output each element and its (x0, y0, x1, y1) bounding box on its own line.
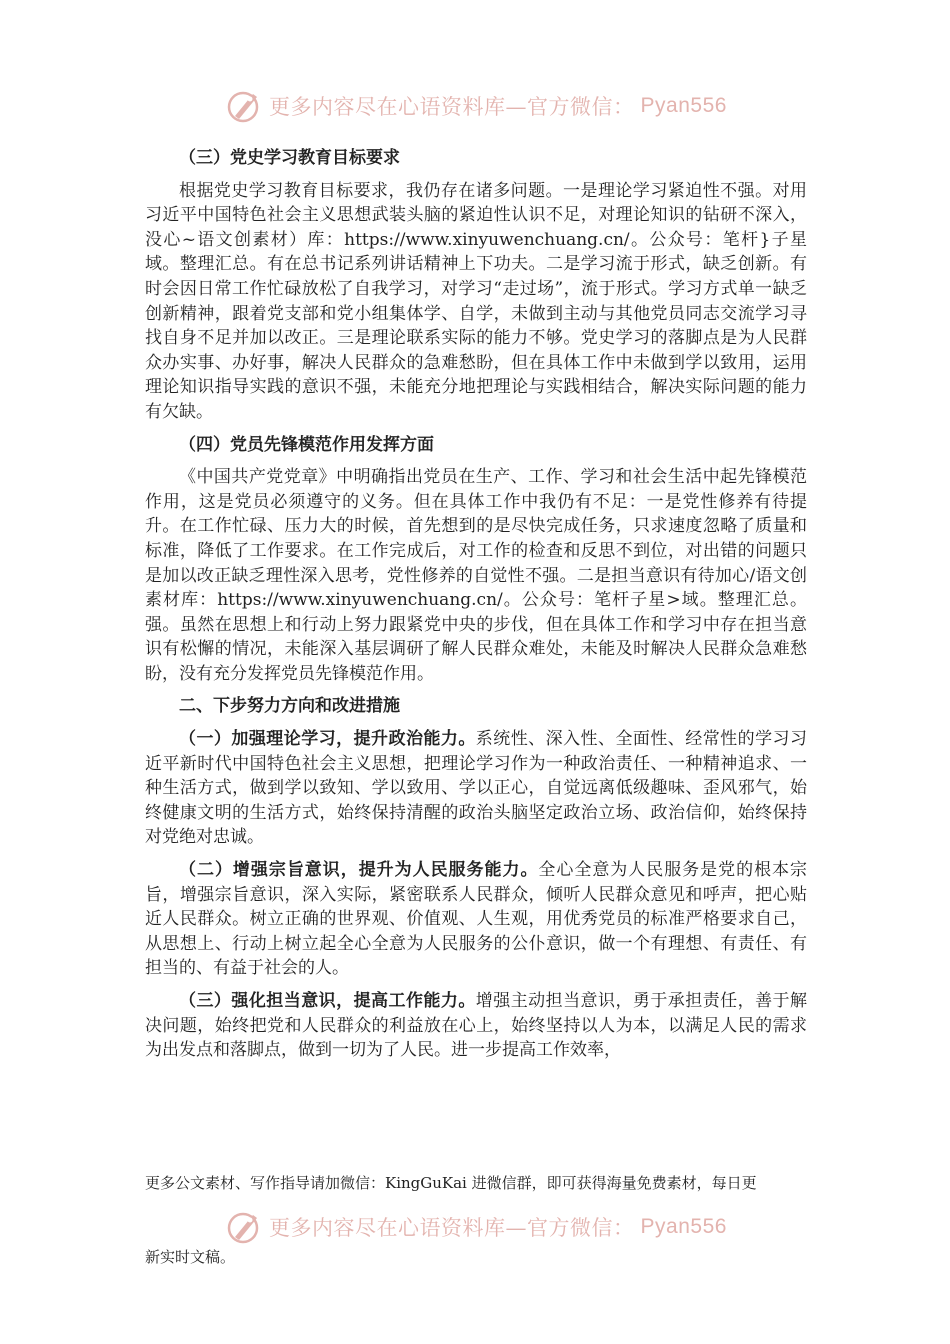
measure-paragraph-2 (145, 858, 807, 981)
measure-lead-1: （一）加强理论学习，提升政治能力。 (179, 729, 476, 750)
pen-logo-icon (223, 86, 263, 126)
footer-line-1: 更多公文素材、写作指导请加微信：KingGuKai 进微信群，即可获得海量免费素材，每日更 (145, 1174, 757, 1192)
measure-body-1: 系统性、深入性、全面性、经常性的学习习近平新时代中国特色社会主义思想，把理论学习作为一种政治责任、一种精神追求、一种生活方式，做到学以致知、学以致用、学以正心，自觉远离低级趣味、歪风邪气，始终健康文明的生活方式，始终保持清醒的政治头脑坚定政治立场、政治信仰，始终保持对党绝对忠诚。 (145, 729, 808, 848)
measure-paragraph-3 (145, 989, 807, 1063)
watermark-text: 更多内容尽在心语资料库—官方微信： (269, 1216, 635, 1240)
measure-body-3: 增强主动担当意识，勇于承担责任，善于解决问题，始终把党和人民群众的利益放在心上，始终坚持以人为本，以满足人民的需求为出发点和落脚点，做到一切为了人民。进一步提高工作效率， (145, 991, 808, 1061)
footer-line-2: 新实时文稿。 (145, 1248, 236, 1266)
measure-body-2: 全心全意为人民服务是党的根本宗旨，增强宗旨意识，深入实际，紧密联系人民群众，倾听人民群众意见和呼声，把心贴近人民群众。树立正确的世界观、价值观、人生观，用优秀党员的标准严格要求自己，从思想上、行动上树立起全心全意为人民服务的公仆意识，做一个有理想、有责任、有担当的、有益于社会的人。 (145, 860, 808, 979)
section-paragraph-4: 《中国共产党党章》中明确指出党员在生产、工作、学习和社会生活中起先锋模范作用，这是党员必须遵守的义务。但在具体工作中我仍有不足：一是党性修养有待提升。在工作忙碌、压力大的时候，首先想到的是尽快完成任务，只求速度忽略了质量和标准，降低了工作要求。在工作完成后，对工作的检查和反思不到位，对出错的问题只是加以改正缺乏理性深入思考，党性修养的自觉性不强。二是担当意识有待加心/语文创素材库：https://www.xinyuwenchuang.cn/。公众号：笔杆子星>域。整理汇总。强。虽然在思想上和行动上努力跟紧党中央的步伐，但在具体工作和学习中存在担当意识有松懈的情况，未能深入基层调研了解人民群众难处，未能及时解决人民群众急难愁盼，没有充分发挥党员先锋模范作用。 (145, 467, 807, 684)
watermark-text: 更多内容尽在心语资料库—官方微信： (269, 95, 635, 119)
measure-lead-3: （三）强化担当意识，提高工作能力。 (179, 991, 476, 1011)
part-heading-2: 二、下步努力方向和改进措施 (179, 696, 400, 717)
section-heading-3: （三）党史学习教育目标要求 (179, 148, 400, 168)
bottom-watermark (0, 1207, 950, 1247)
watermark-wechat-id: Pyan556 (640, 94, 727, 117)
measure-lead-2: （二）增强宗旨意识，提升为人民服务能力。 (179, 860, 539, 881)
measure-paragraph-1 (145, 727, 807, 850)
section-paragraph-3: 根据党史学习教育目标要求，我仍存在诸多问题。一是理论学习紧迫性不强。对用习近平中国特色社会主义思想武装头脑的紧迫性认识不足，对理论知识的钻研不深入，没心~语文创素材）库：https://www.xinyuwenchuang.cn/。公众号：笔杆}子星域。整理汇总。有在总书记系列讲话精神上下功夫。二是学习流于形式，缺乏创新。有时会因日常工作忙碌放松了自我学习，对学习“走过场”，流于形式。学习方式单一缺乏创新精神，跟着党支部和党小组集体学、自学，未做到主动与其他党员同志交流学习寻找自身不足并加以改正。三是理论联系实际的能力不够。党史学习的落脚点是为人民群众办实事、办好事，解决人民群众的急难愁盼，但在具体工作中未做到学以致用，运用理论知识指导实践的意识不强，未能充分地把理论与实践相结合，解决实际问题的能力有欠缺。 (145, 180, 807, 422)
section-heading-4: （四）党员先锋模范作用发挥方面 (179, 434, 434, 455)
document-body (145, 146, 807, 1063)
pen-logo-icon (223, 1207, 263, 1247)
watermark-wechat-id: Pyan556 (640, 1215, 727, 1238)
top-watermark (0, 86, 950, 126)
